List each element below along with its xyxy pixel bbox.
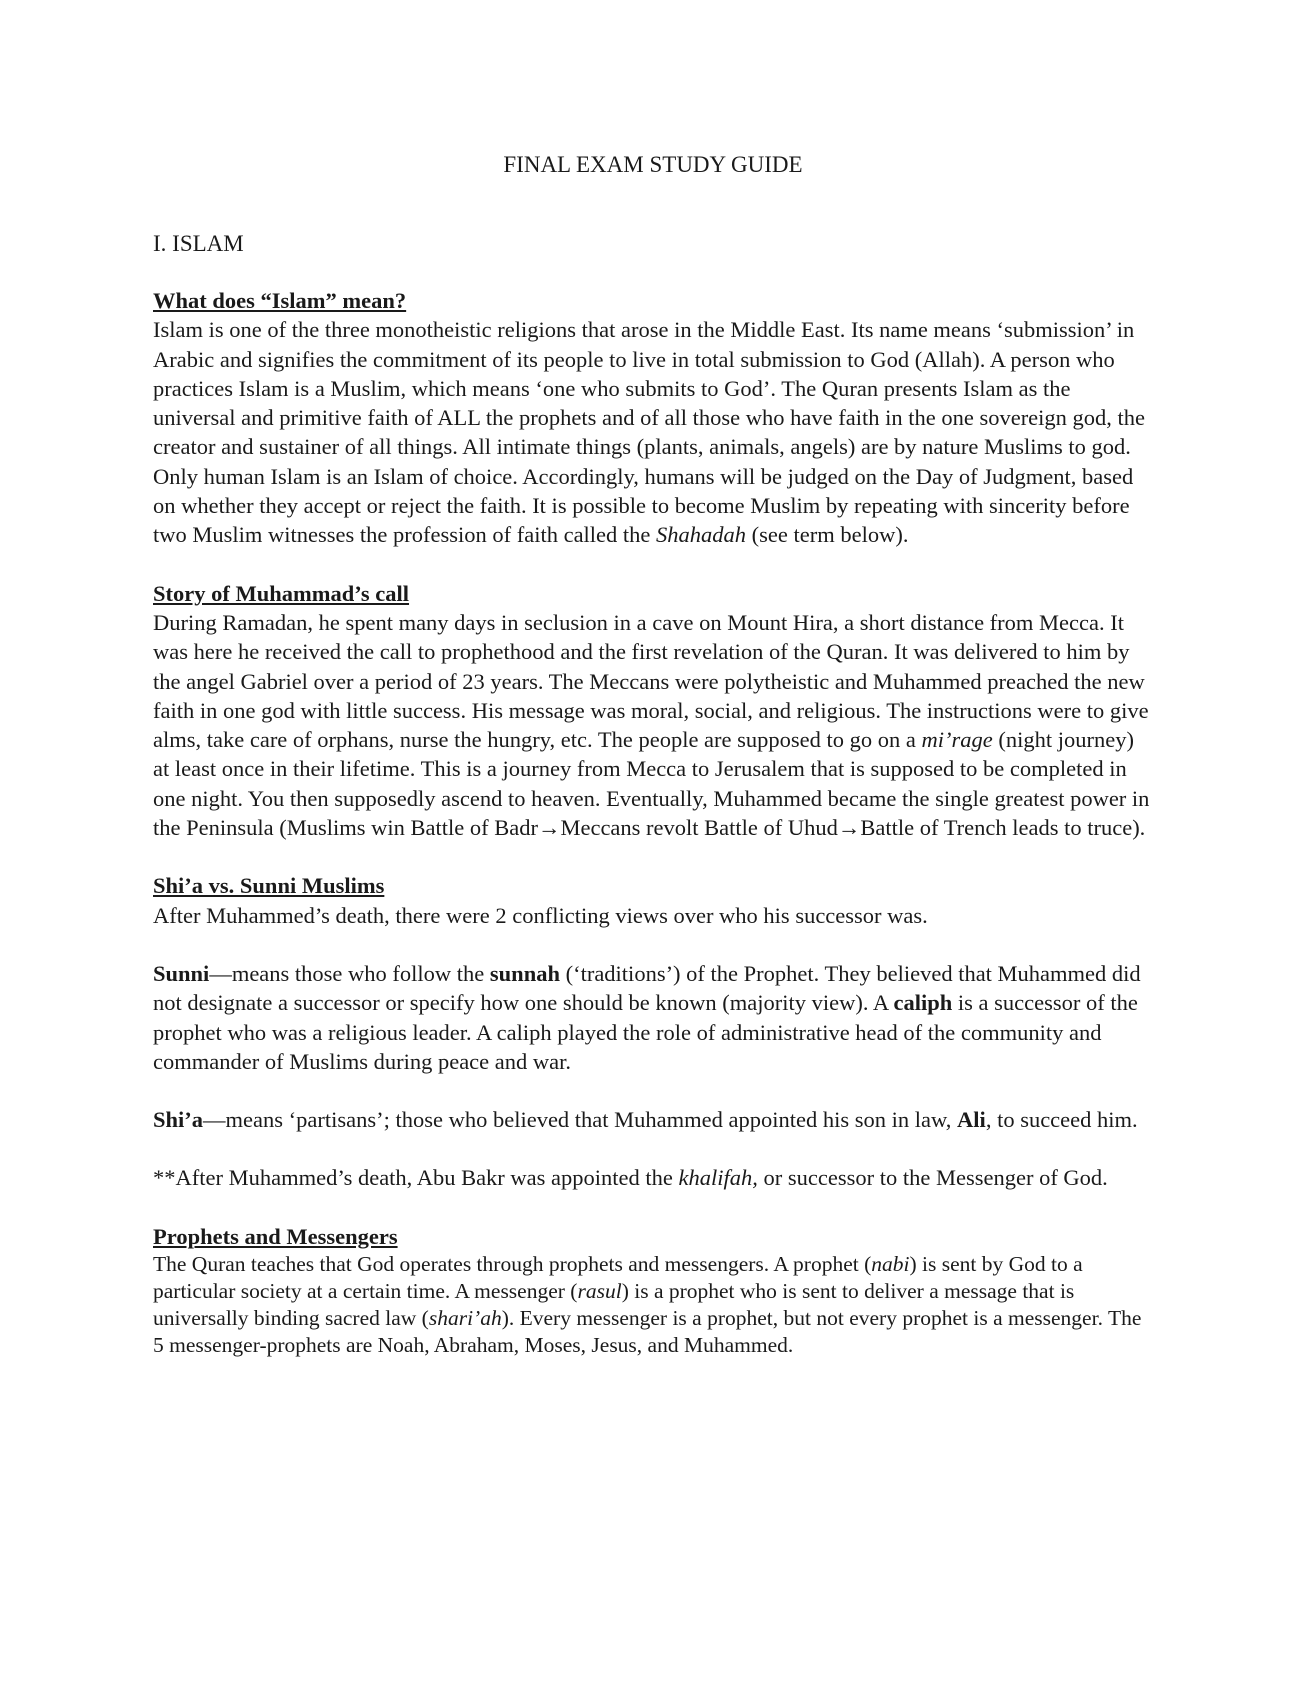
sunni-text: —means those who follow the — [209, 960, 490, 986]
prophets-section — [153, 1222, 1153, 1359]
shia-sunni-section — [153, 871, 1153, 1192]
sunni-text-3: is a successor of the prophet who was a religious leader. A caliph played the role of administrative head of the community and commander of Muslims during peace and war. — [153, 990, 1138, 1074]
shahadah-term: Shahadah — [656, 522, 747, 548]
shia-sunni-intro: After Muhammed’s death, there were 2 conflicting views over who his successor was. — [153, 902, 928, 928]
caliph-term: caliph — [893, 990, 953, 1016]
abu-bakr-note — [153, 1163, 1153, 1192]
sunnah-term: sunnah — [489, 960, 560, 986]
mirage-term: mi’rage — [921, 727, 993, 753]
islam-meaning-text-end: (see term below). — [746, 522, 909, 548]
islam-meaning-section — [153, 286, 1153, 550]
prophets-text-2: ) is sent by God to a particular society at a certain time. A messenger ( — [153, 1252, 1083, 1304]
shia-paragraph — [153, 1105, 1153, 1134]
document-title: FINAL EXAM STUDY GUIDE — [503, 152, 803, 177]
shia-term: Shi’a — [153, 1107, 204, 1133]
abu-bakr-note-text-end: or successor to the Messenger of God. — [757, 1165, 1108, 1191]
sunni-paragraph — [153, 959, 1153, 1076]
islam-meaning-heading: What does “Islam” mean? — [153, 288, 407, 313]
muhammad-call-section — [153, 579, 1153, 843]
khalifah-term: khalifah, — [678, 1165, 758, 1191]
rasul-term: rasul — [577, 1279, 622, 1304]
prophets-heading: Prophets and Messengers — [153, 1223, 398, 1249]
section-heading-islam: I. ISLAM — [153, 231, 244, 256]
document-body — [153, 150, 1153, 1388]
nabi-term: nabi — [871, 1252, 910, 1277]
muhammad-call-paragraph — [153, 608, 1153, 842]
prophets-paragraph — [153, 1251, 1153, 1359]
muhammad-call-heading: Story of Muhammad’s call — [153, 580, 410, 606]
islam-meaning-paragraph — [153, 315, 1153, 549]
sunni-term: Sunni — [153, 960, 210, 986]
muhammad-call-text: During Ramadan, he spent many days in seclusion in a cave on Mount Hira, a short distance from Mecca. It was here he received the call to prophethood and the first revelation of the Quran. It was delivered to him by the angel Gabriel over a period of 23 years. The Meccans were polytheistic and Muhammed preached the new faith in one god with little success. His message was moral, social, and religious. The instructions were to give alms, take care of orphans, nurse the hungry, etc. The people are supposed to go on a — [153, 609, 1149, 753]
shia-text-2: , to succeed him. — [985, 1107, 1138, 1133]
prophets-text: The Quran teaches that God operates through prophets and messengers. A prophet ( — [153, 1252, 872, 1277]
shia-sunni-heading: Shi’a vs. Sunni Muslims — [153, 873, 385, 899]
prophets-text-4: ). Every messenger is a prophet, but not every prophet is a messenger. The 5 messenger-prophets are Noah, Abraham, Moses, Jesus, and Muhammed. — [153, 1306, 1142, 1358]
islam-meaning-text: Islam is one of the three monotheistic religions that arose in the Middle East. Its name means ‘submission’ in Arabic and signifies the commitment of its people to live in total submission to God (Allah). A person who practices Islam is a Muslim, which means ‘one who submits to God’. The Quran presents Islam as the universal and primitive faith of ALL the prophets and of all those who have faith in the one sovereign god, the creator and sustainer of all things. All intimate things (plants, animals, angels) are by nature Muslims to god. Only human Islam is an Islam of choice. Accordingly, humans will be judged on the Day of Judgment, based on whether they accept or reject the faith. It is possible to become Muslim by repeating with sincerity before two Muslim witnesses the profession of faith called the — [153, 317, 1146, 548]
prophets-text-3: ) is a prophet who is sent to deliver a message that is universally binding sacred law ( — [153, 1279, 1075, 1331]
shia-text: —means ‘partisans’; those who believed that Muhammed appointed his son in law, — [203, 1107, 958, 1133]
abu-bakr-note-text: **After Muhammed’s death, Abu Bakr was appointed the — [153, 1165, 679, 1191]
shariah-term: shari’ah — [428, 1306, 502, 1331]
muhammad-call-text-end: (night journey) at least once in their lifetime. This is a journey from Mecca to Jerusalem that is supposed to be completed in one night. You then supposedly ascend to heaven. Eventually, Muhammed became the single greatest power in the Peninsula (Muslims win Battle of Badr→Meccans revolt Battle of Uhud→Battle of Trench leads to truce). — [153, 727, 1150, 841]
sunni-text-2: (‘traditions’) of the Prophet. They believed that Muhammed did not designate a successor or specify how one should be known (majority view). A — [153, 960, 1141, 1016]
ali-term: Ali — [957, 1107, 986, 1133]
